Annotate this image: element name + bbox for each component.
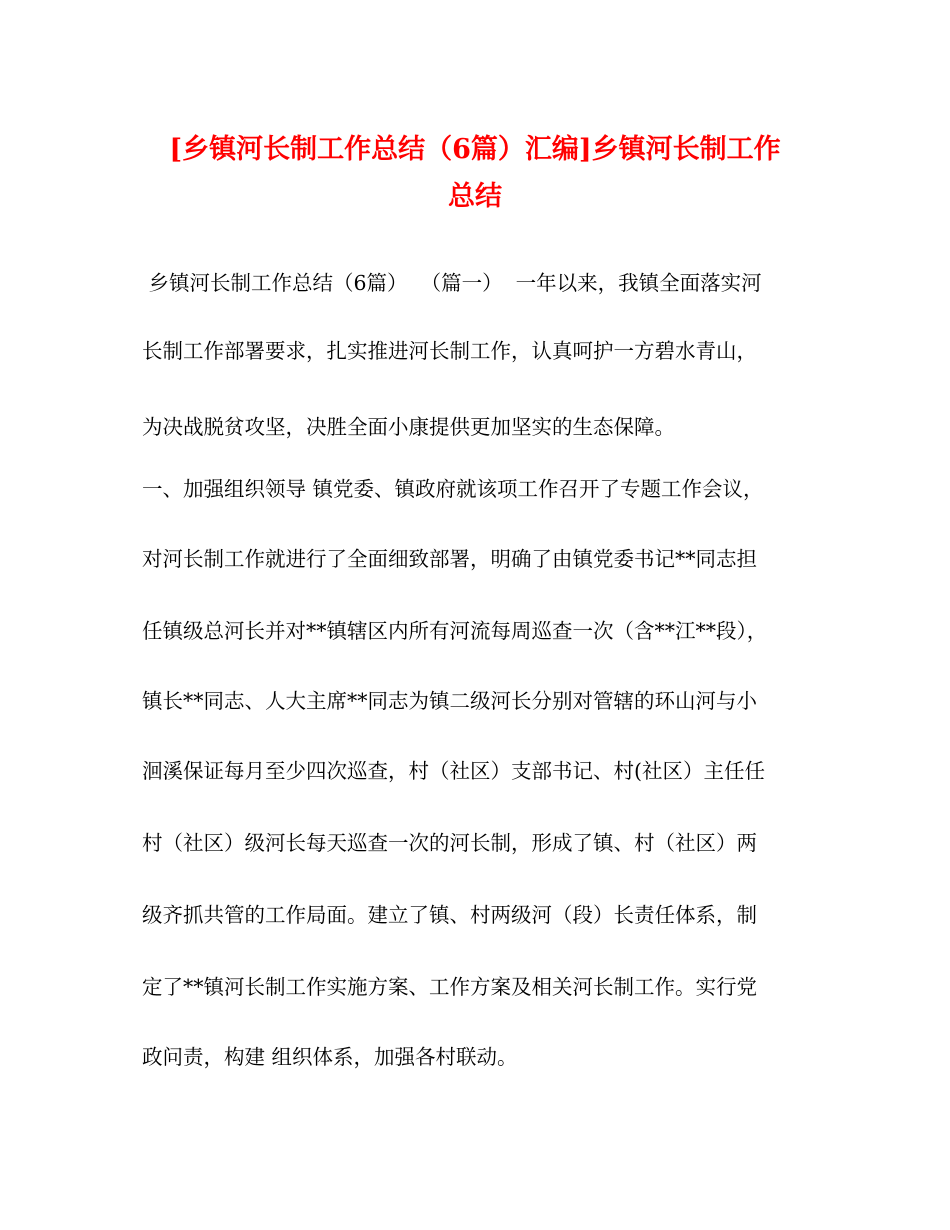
document-title-line-2: 总结 xyxy=(448,181,502,212)
body-line-9: 村（社区）级河长每天巡查一次的河长制，形成了镇、村（社区）两 xyxy=(142,831,757,855)
body-line-1: 乡镇河长制工作总结（6篇） （篇一） 一年以来，我镇全面落实河 xyxy=(142,271,762,295)
body-line-10: 级齐抓共管的工作局面。建立了镇、村两级河（段）长责任体系，制 xyxy=(142,903,757,927)
body-line-12: 政问责，构建 组织体系，加强各村联动。 xyxy=(142,1045,518,1069)
body-line-6: 任镇级总河长并对**镇辖区内所有河流每周巡查一次（含**江**段）， xyxy=(142,619,768,643)
body-line-3: 为决战脱贫攻坚，决胜全面小康提供更加坚实的生态保障。 xyxy=(142,415,675,439)
body-line-11: 定了**镇河长制工作实施方案、工作方案及相关河长制工作。实行党 xyxy=(142,975,757,999)
body-line-7: 镇长**同志、人大主席**同志为镇二级河长分别对管辖的环山河与小 xyxy=(142,689,757,713)
body-line-5: 对河长制工作就进行了全面细致部署，明确了由镇党委书记**同志担 xyxy=(142,547,757,571)
body-line-2: 长制工作部署要求，扎实推进河长制工作，认真呵护一方碧水青山， xyxy=(142,339,757,363)
body-line-4: 一、加强组织领导 镇党委、镇政府就该项工作召开了专题工作会议， xyxy=(142,477,764,501)
body-line-8: 洄溪保证每月至少四次巡查，村（社区）支部书记、村(社区）主任任 xyxy=(142,759,765,783)
document-title-line-1: [乡镇河长制工作总结（6篇）汇编]乡镇河长制工作 xyxy=(169,134,781,165)
